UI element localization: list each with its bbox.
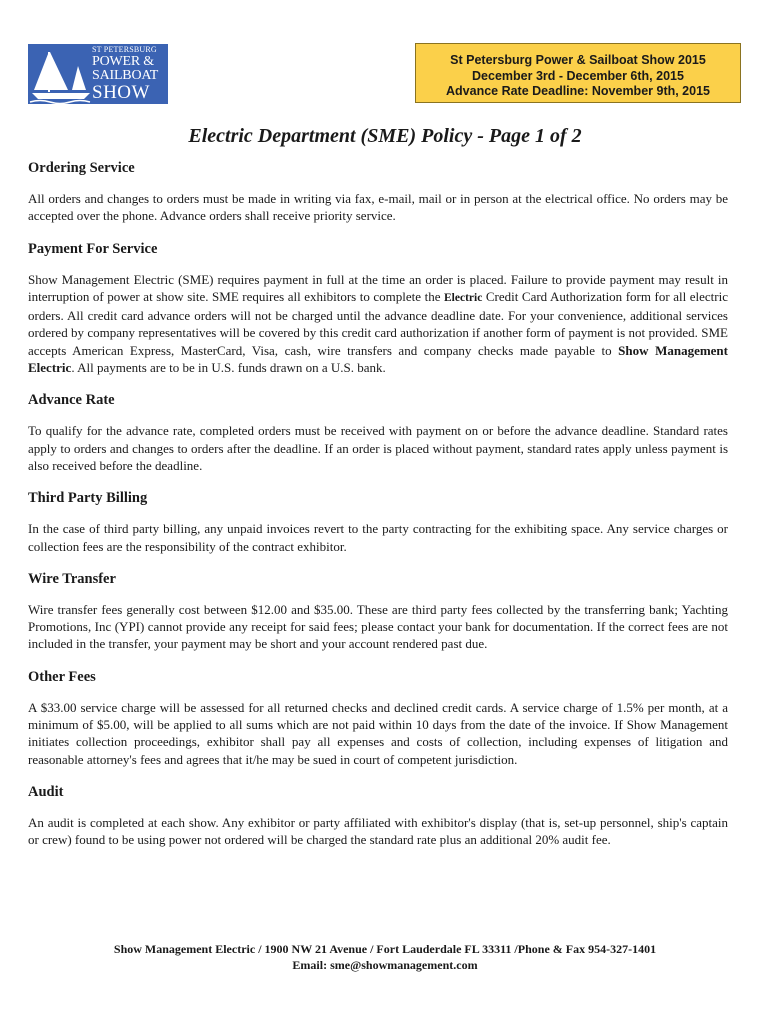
section-body: An audit is completed at each show. Any exhibitor or party affiliated with exhibitor's display (that is, set-up personnel, ship's captain or crew) found to be using power not ordered will be charged the standard rate plus an additional 20% audit fee.: [28, 814, 728, 848]
section-heading: Other Fees: [28, 668, 96, 685]
section-heading: Audit: [28, 783, 64, 800]
payment-text-3: . All payments are to be in U.S. funds drawn on a U.S. bank.: [71, 360, 386, 376]
payment-text-2: Credit Card Authorization form for all electric orders. All credit card advance orders will not be charged until the advance deadline date. For your convenience, additional services ordered by company representatives will be covered by this credit card authorization if another form of payment is not provided. SME accepts American Express, MasterCard, Visa, cash, wire transfers and company checks made payable to: [28, 288, 728, 358]
section-heading: Wire Transfer: [28, 570, 116, 587]
banner-show-dates: December 3rd - December 6th, 2015: [472, 68, 684, 83]
section-wire-transfer: [28, 569, 728, 653]
section-audit: [28, 782, 728, 849]
sailboat-icon: [28, 44, 94, 104]
section-body: All orders and changes to orders must be made in writing via fax, e-mail, mail or in person at the electrical office. No orders may be accepted over the phone. Advance orders shall receive priority service.: [28, 191, 728, 224]
section-third-party-billing: [28, 488, 728, 555]
show-logo: [28, 44, 168, 104]
page-footer: [0, 941, 770, 973]
page-title: Electric Department (SME) Policy - Page 1 of 2: [188, 125, 582, 147]
show-info-banner: [415, 43, 741, 103]
section-other-fees: [28, 667, 728, 768]
section-body: A $33.00 service charge will be assessed for all returned checks and declined credit cards. A service charge of 1.5% per month, at a minimum of $5.00, will be applied to all sums which are not paid within 10 days from the date of the invoice. If Show Management initiates collection proceedings, exhibitor shall pay all expenses and costs of collection, including expenses of litigation and reasonable attorney's fees and agrees that it/he may be sued in court of competent jurisdiction.: [28, 699, 728, 767]
section-body: In the case of third party billing, any unpaid invoices revert to the party contracting for the exhibiting space. Any service charges or collection fees are the responsibility of the contract exhibitor.: [28, 521, 728, 554]
logo-line-1: ST PETERSBURG: [92, 45, 157, 54]
banner-show-name: St Petersburg Power & Sailboat Show 2015: [450, 53, 706, 67]
banner-deadline: Advance Rate Deadline: November 9th, 2015: [446, 84, 710, 98]
section-heading: Payment For Service: [28, 240, 158, 257]
logo-line-2: POWER &: [92, 54, 154, 69]
policy-content: [28, 158, 728, 863]
footer-address: Show Management Electric / 1900 NW 21 Avenue / Fort Lauderdale FL 33311 /Phone & Fax 954-327-1401: [113, 942, 657, 956]
footer-email: Email: sme@showmanagement.com: [292, 958, 478, 972]
section-body: [28, 271, 728, 377]
logo-line-4: SHOW: [92, 82, 150, 103]
section-payment-for-service: [28, 239, 728, 377]
section-heading: Advance Rate: [28, 392, 115, 409]
section-heading: Third Party Billing: [28, 490, 148, 507]
section-advance-rate: [28, 390, 728, 474]
section-ordering-service: [28, 158, 728, 225]
payment-bold-electric: Electric: [444, 291, 483, 304]
payment-text-1: Show Management Electric (SME) requires payment in full at the time an order is placed. Failure to provide payment may result in interruption of power at show site. SME requires all exhibitors to complete the: [28, 271, 728, 304]
logo-line-3: SAILBOAT: [92, 68, 159, 83]
section-body: To qualify for the advance rate, completed orders must be received with payment on or before the advance deadline. Standard rates apply to orders and changes to orders after the deadline. If an order is placed without payment, standard rates apply unless payment is also received before the deadline.: [28, 423, 728, 473]
section-heading: Ordering Service: [28, 160, 135, 176]
section-body: Wire transfer fees generally cost between $12.00 and $35.00. These are third party fees collected by the transferring bank; Yachting Promotions, Inc (YPI) cannot provide any receipt for said fees; please contact your bank for documentation. If the correct fees are not included in the transfer, your payment may be short and your account rendered past due.: [28, 601, 728, 652]
payment-bold-sme: Show Management Electric: [28, 342, 728, 376]
